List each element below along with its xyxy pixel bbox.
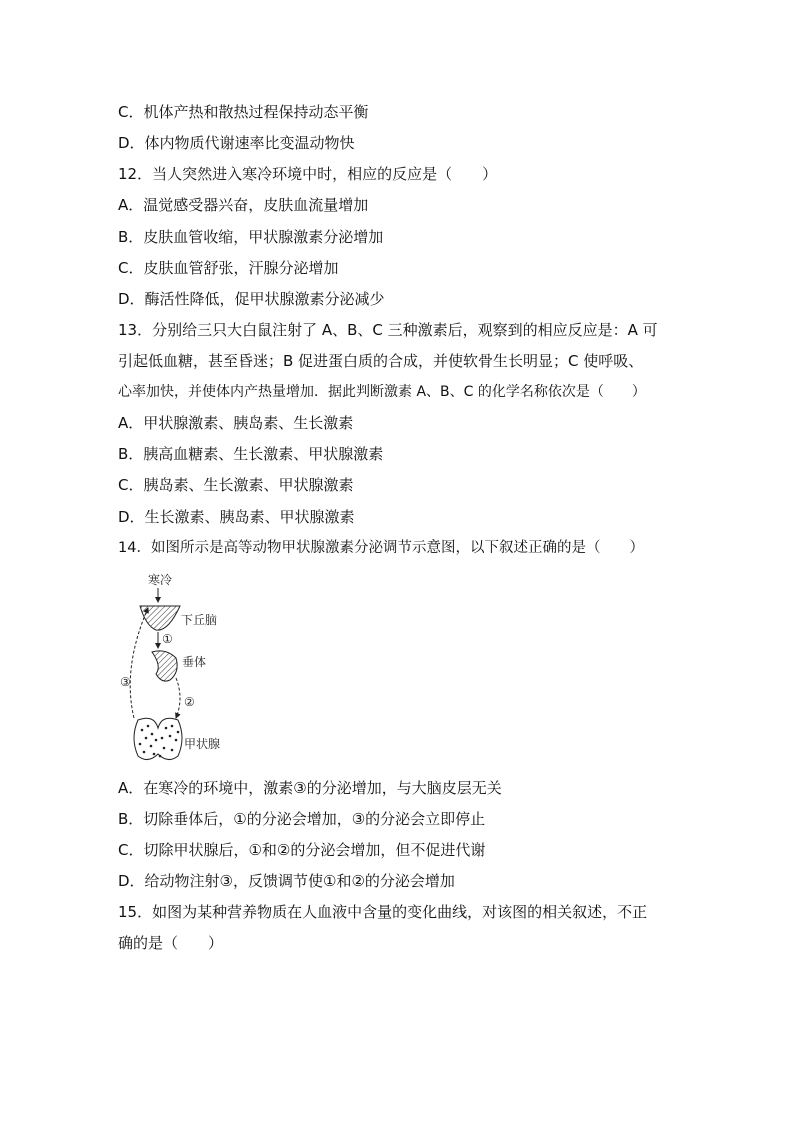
q12-stem: 12．当人突然进入寒冷环境中时，相应的反应是（ ） <box>118 165 498 183</box>
q13-option-b: B．胰高血糖素、生长激素、甲状腺激素 <box>118 445 384 463</box>
arrow-2 <box>176 678 180 718</box>
arrow-3-feedback <box>130 608 148 718</box>
thyroid-regulation-diagram <box>118 568 258 768</box>
q15-stem-line2: 确的是（ ） <box>118 934 224 952</box>
q14-option-d: D．给动物注射③，反馈调节使①和②的分泌会增加 <box>118 872 455 890</box>
q11-option-d: D．体内物质代谢速率比变温动物快 <box>118 134 355 152</box>
mark-3: ③ <box>120 675 131 689</box>
q14-stem: 14．如图所示是高等动物甲状腺激素分泌调节示意图，以下叙述正确的是（ ） <box>118 540 644 556</box>
label-cold: 寒冷 <box>148 573 173 587</box>
q13-option-d: D．生长激素、胰岛素、甲状腺激素 <box>118 508 355 526</box>
q12-option-d: D．酶活性降低，促甲状腺激素分泌减少 <box>118 290 385 308</box>
thyroid-shape <box>134 718 182 759</box>
q12-option-a: A．温觉感受器兴奋，皮肤血流量增加 <box>118 196 369 214</box>
label-hypothalamus: 下丘脑 <box>181 613 218 627</box>
q13-stem-line3: 心率加快，并使体内产热量增加．据此判断激素 A、B、C 的化学名称依次是（ ） <box>118 384 646 400</box>
label-thyroid: 甲状腺 <box>184 737 221 751</box>
q13-stem-line1: 13．分别给三只大白鼠注射了 A、B、C 三种激素后，观察到的相应反应是：A 可 <box>118 321 658 339</box>
q14-option-a: A．在寒冷的环境中，激素③的分泌增加，与大脑皮层无关 <box>118 779 502 797</box>
q12-option-c: C．皮肤血管舒张，汗腺分泌增加 <box>118 259 339 277</box>
q15-stem-line1: 15．如图为某种营养物质在人血液中含量的变化曲线，对该图的相关叙述，不正 <box>118 903 648 921</box>
q13-stem-line2: 引起低血糖，甚至昏迷；B 促进蛋白质的合成，并使软骨生长明显；C 使呼吸、 <box>118 352 644 370</box>
mark-2: ② <box>184 695 195 709</box>
q14-option-b: B．切除垂体后，①的分泌会增加，③的分泌会立即停止 <box>118 810 486 828</box>
mark-1: ① <box>162 632 173 646</box>
q13-option-c: C．胰岛素、生长激素、甲状腺激素 <box>118 476 354 494</box>
q14-option-c: C．切除甲状腺后，①和②的分泌会增加，但不促进代谢 <box>118 841 486 859</box>
q11-option-c: C．机体产热和散热过程保持动态平衡 <box>118 103 369 121</box>
label-pituitary: 垂体 <box>182 655 207 669</box>
q13-option-a: A．甲状腺激素、胰岛素、生长激素 <box>118 414 354 432</box>
pituitary-shape <box>152 651 177 681</box>
q12-option-b: B．皮肤血管收缩，甲状腺激素分泌增加 <box>118 228 384 246</box>
hypothalamus-shape <box>140 606 180 630</box>
